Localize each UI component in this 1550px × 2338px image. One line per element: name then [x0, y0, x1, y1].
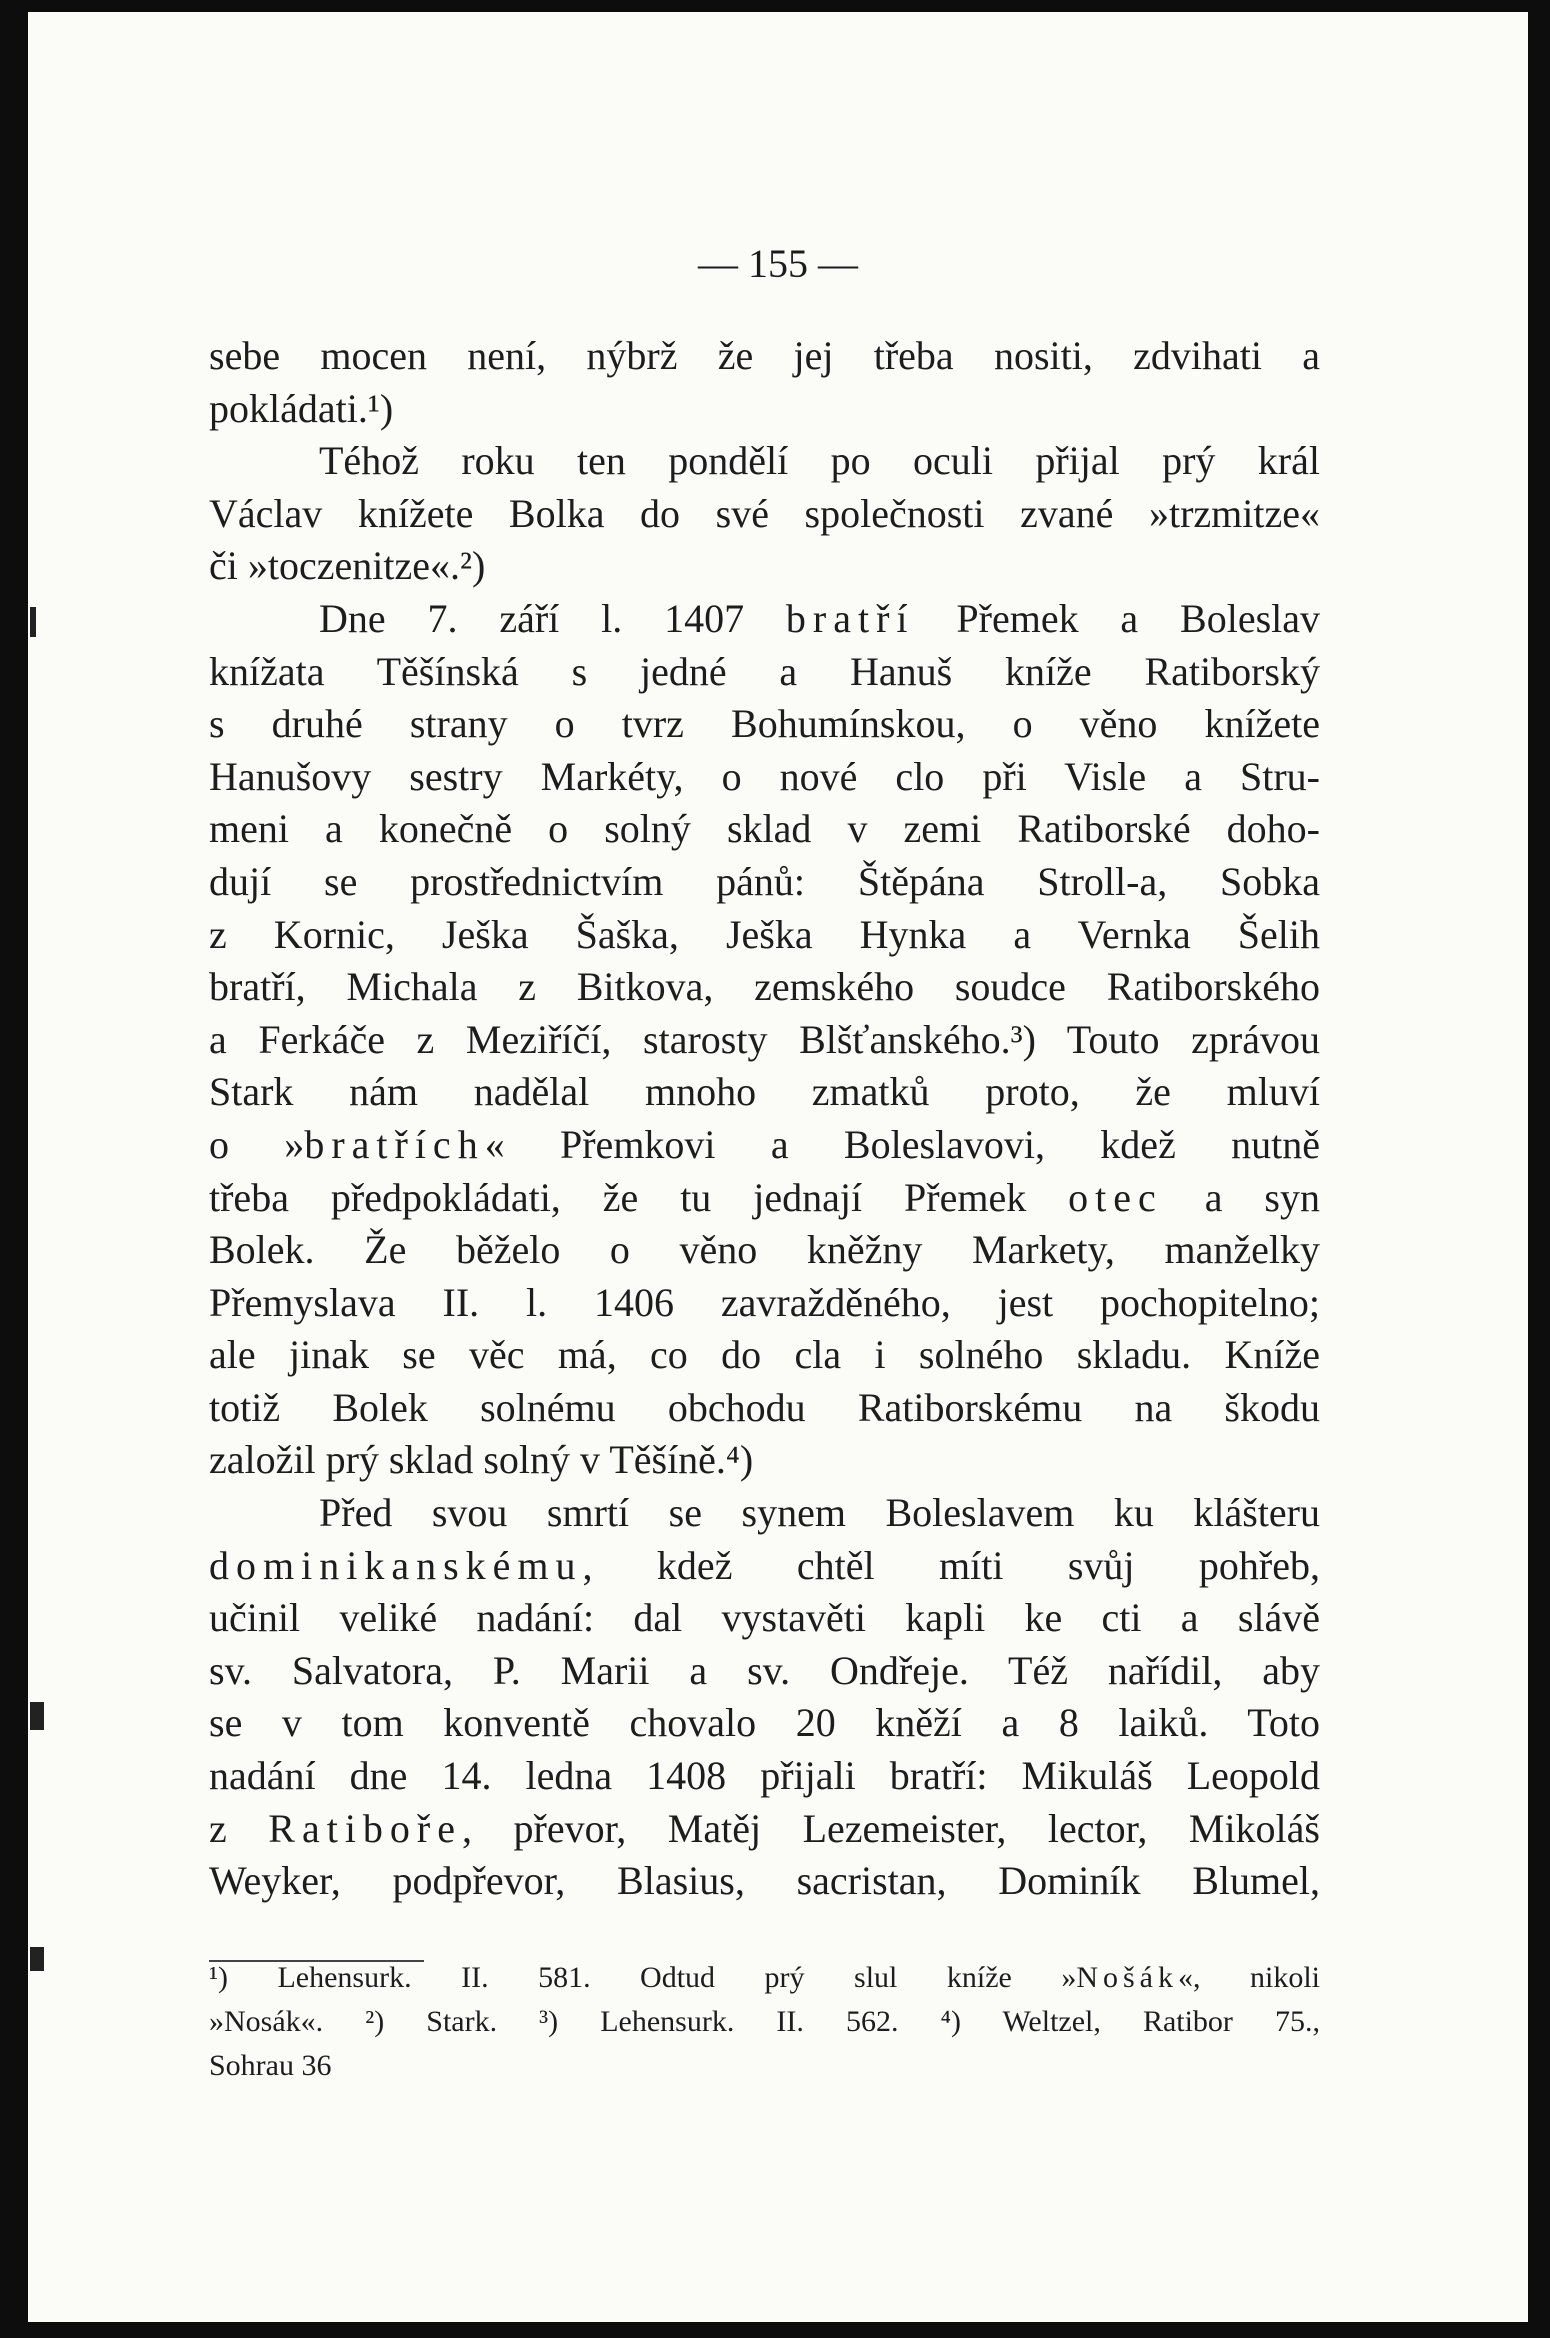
- footnotes: [209, 1956, 1320, 2088]
- text-segment: o »: [209, 1121, 305, 1167]
- text-segment: Přemek a Boleslav: [914, 595, 1320, 641]
- spaced-emphasis: Nošák: [1076, 1961, 1178, 1994]
- text-segment: «, nikoli: [1178, 1961, 1320, 1994]
- text-line: se v tom konventě chovalo 20 kněží a 8 laiků. Toto: [209, 1700, 1320, 1746]
- text-line: knížata Těšínská s jedné a Hanuš kníže Ratiborský: [209, 648, 1320, 694]
- text-line: Václav knížete Bolka do své společnosti zvané »trzmitze«: [209, 490, 1320, 536]
- spaced-emphasis: bratřích: [304, 1121, 485, 1167]
- paragraph-start-line: [209, 593, 1320, 646]
- margin-mark: [30, 607, 36, 637]
- footnote-line: [209, 1956, 1320, 2000]
- text-line: [209, 1540, 1320, 1593]
- text-segment: třeba předpokládati, že tu jednají Přemek: [209, 1174, 1069, 1220]
- text-line: sv. Salvatora, P. Marii a sv. Ondřeje. Též nařídil, aby: [209, 1647, 1320, 1693]
- footnote-line: Sohrau 36: [209, 2049, 332, 2082]
- text-segment: , převor, Matěj Lezemeister, lector, Mikoláš: [462, 1805, 1320, 1851]
- text-line: Weyker, podpřevor, Blasius, sacristan, Dominík Blumel,: [209, 1858, 1320, 1904]
- text-line: totiž Bolek solnému obchodu Ratiborskému na škodu: [209, 1384, 1320, 1430]
- text-line: [209, 1119, 1320, 1172]
- paragraph-start-line: Téhož roku ten pondělí po oculi přijal prý král: [319, 438, 1320, 484]
- spaced-emphasis: otec: [1068, 1174, 1163, 1220]
- text-line: Bolek. Že běželo o věno kněžny Markety, manželky: [209, 1227, 1320, 1273]
- text-line: Hanušovy sestry Markéty, o nové clo při Visle a Stru-: [209, 753, 1320, 799]
- text-line: nadání dne 14. ledna 1408 přijali bratří: Mikuláš Leopold: [209, 1753, 1320, 1799]
- text-segment: ¹) Lehensurk. II. 581. Odtud prý slul kníže »: [209, 1961, 1077, 1994]
- text-segment: , kdež chtěl míti svůj pohřeb,: [582, 1542, 1320, 1588]
- text-line: založil prý sklad solný v Těšíně.⁴): [209, 1437, 754, 1483]
- book-page: [28, 12, 1528, 2322]
- text-line: ale jinak se věc má, co do cla i solného skladu. Kníže: [209, 1332, 1320, 1378]
- text-line: z Kornic, Ješka Šaška, Ješka Hynka a Vernka Šelih: [209, 911, 1320, 957]
- text-line: s druhé strany o tvrz Bohumínskou, o věno knížete: [209, 701, 1320, 747]
- text-line: meni a konečně o solný sklad v zemi Ratiborské doho-: [209, 806, 1320, 852]
- text-segment: Dne 7. září l. 1407: [319, 595, 786, 641]
- margin-mark: [30, 1947, 44, 1971]
- text-line: Přemyslava II. l. 1406 zavražděného, jest pochopitelno;: [209, 1279, 1320, 1325]
- text-line: [209, 1172, 1320, 1225]
- text-segment: a syn: [1162, 1174, 1320, 1220]
- footnote-line: »Nosák«. ²) Stark. ³) Lehensurk. II. 562. ⁴) Weltzel, Ratibor 75.,: [209, 2005, 1320, 2038]
- text-segment: z: [209, 1805, 269, 1851]
- paragraph-start-line: Před svou smrtí se synem Boleslavem ku klášteru: [319, 1490, 1320, 1536]
- text-line: učinil veliké nadání: dal vystavěti kapli ke cti a slávě: [209, 1595, 1320, 1641]
- text-line: či »toczenitze«.²): [209, 543, 486, 589]
- page-number: — 155 —: [698, 241, 858, 286]
- text-line: a Ferkáče z Meziříčí, starosty Blšťanského.³) Touto zprávou: [209, 1016, 1320, 1062]
- spaced-emphasis: Ratiboře: [268, 1805, 462, 1851]
- text-line: bratří, Michala z Bitkova, zemského soudce Ratiborského: [209, 964, 1320, 1010]
- text-segment: « Přemkovi a Boleslavovi, kdež nutně: [484, 1121, 1320, 1167]
- text-line: sebe mocen není, nýbrž že jej třeba nositi, zdvihati a: [209, 333, 1320, 378]
- body-text: [209, 330, 1320, 1908]
- text-line: Stark nám nadělal mnoho zmatků proto, že mluví: [209, 1069, 1320, 1115]
- text-line: pokládati.¹): [209, 385, 394, 431]
- spaced-emphasis: bratří: [785, 595, 915, 641]
- text-line: [209, 1803, 1320, 1856]
- text-line: dují se prostřednictvím pánů: Štěpána Stroll-a, Sobka: [209, 858, 1320, 904]
- margin-mark: [30, 1702, 44, 1730]
- spaced-emphasis: dominikanskému: [209, 1542, 583, 1588]
